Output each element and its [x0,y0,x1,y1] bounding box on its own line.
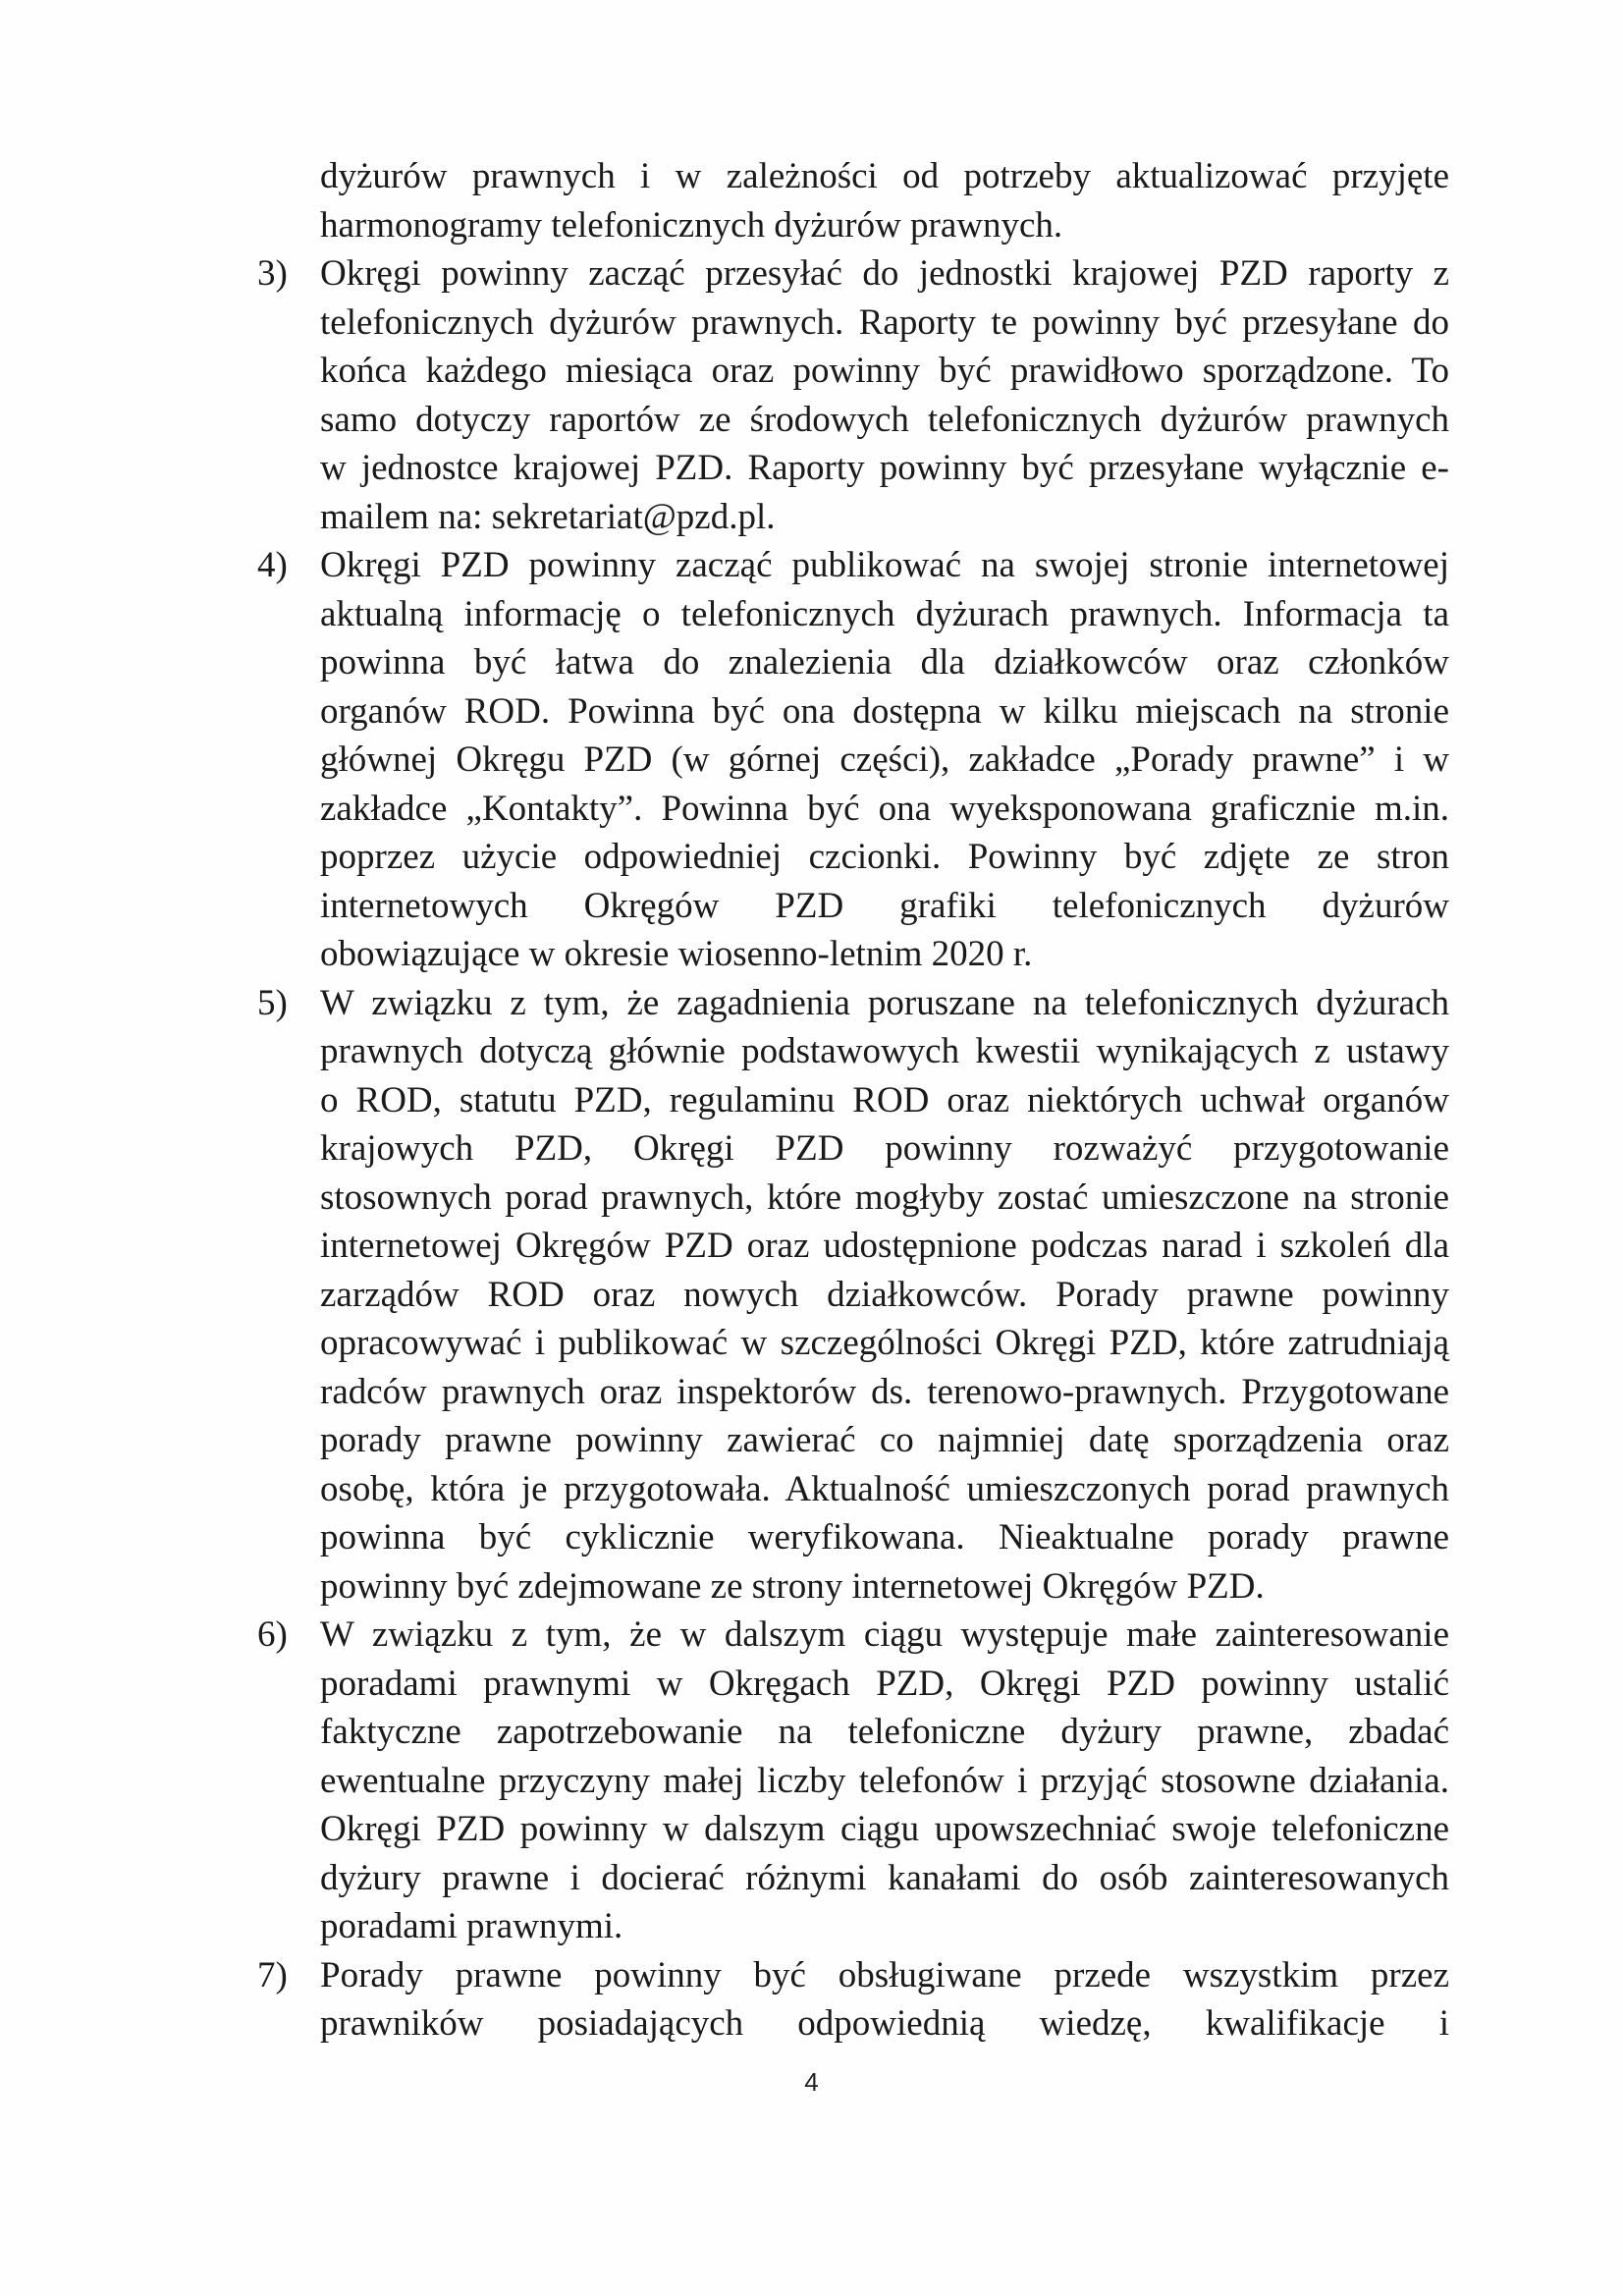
text-line: porady prawne powinny zawierać co najmniej datę sporządzenia oraz [320,1420,1449,1460]
list-number: 6) [257,1614,288,1655]
text-line: harmonogramy telefonicznych dyżurów prawnych. [320,204,1063,246]
list-item-5 [257,979,1449,1612]
text-line: powinny być zdejmowane ze strony internetowej Okręgów PZD. [320,1565,1265,1607]
text-line: stosownych porad prawnych, które mogłyby zostać umieszczone na stronie [320,1176,1449,1218]
text-line: poprzez użycie odpowiedniej czcionki. Powinny być zdjęte ze stron [320,837,1449,877]
text-line: powinna być łatwa do znalezienia dla działkowców oraz członków [320,642,1449,683]
page-number: 4 [804,2067,819,2097]
text-line: zarządów ROD oraz nowych działkowców. Porady prawne powinny [320,1274,1449,1315]
text-line: dyżury prawne i docierać różnymi kanałami do osób zainteresowanych [320,1857,1449,1898]
text-line: Okręgi PZD powinny w dalszym ciągu upowszechniać swoje telefoniczne [320,1809,1449,1849]
text-line: internetowej Okręgów PZD oraz udostępnione podczas narad i szkoleń dla [320,1226,1449,1266]
text-line: faktyczne zapotrzebowanie na telefoniczne dyżury prawne, zbadać [320,1712,1449,1752]
text-line: krajowych PZD, Okręgi PZD powinny rozważyć przygotowanie [320,1128,1449,1169]
list-item-6 [257,1611,1449,1951]
continuation-paragraph [320,152,1449,249]
text-line: prawników posiadających odpowiednią wiedzę, kwalifikacje i [320,2003,1449,2044]
text-line: Okręgi powinny zacząć przesyłać do jednostki krajowej PZD raporty z [320,253,1449,294]
text-line: W związku z tym, że zagadnienia poruszane na telefonicznych dyżurach [320,982,1449,1023]
text-line: w jednostce krajowej PZD. Raporty powinny być przesyłane wyłącznie e- [320,448,1449,488]
list-item-7 [257,1951,1449,2049]
list-item-3 [257,249,1449,541]
text-line: opracowywać i publikować w szczególności Okręgi PZD, które zatrudniają [320,1323,1449,1363]
list-item-4 [257,541,1449,979]
text-line: osobę, która je przygotowała. Aktualność umieszczonych porad prawnych [320,1468,1449,1509]
text-line: końca każdego miesiąca oraz powinny być prawidłowo sporządzone. To [320,351,1449,391]
text-line: dyżurów prawnych i w zależności od potrzeby aktualizować przyjęte [320,156,1449,196]
text-line: organów ROD. Powinna być ona dostępna w kilku miejscach na stronie [320,690,1449,732]
list-number: 4) [257,545,288,585]
text-line: prawnych dotyczą głównie podstawowych kwestii wynikających z ustawy [320,1031,1449,1071]
text-line: aktualną informację o telefonicznych dyżurach prawnych. Informacja ta [320,593,1449,634]
text-line: radców prawnych oraz inspektorów ds. terenowo-prawnych. Przygotowane [320,1371,1449,1412]
text-line: ewentualne przyczyny małej liczby telefonów i przyjąć stosowne działania. [320,1760,1449,1801]
text-line: mailem na: sekretariat@pzd.pl. [320,496,776,537]
document-body [257,152,1449,2049]
list-number: 7) [257,1954,288,1995]
text-line: poradami prawnymi. [320,1906,623,1946]
text-line: powinna być cyklicznie weryfikowana. Nieaktualne porady prawne [320,1517,1449,1558]
list-number: 3) [257,253,288,294]
text-line: Okręgi PZD powinny zacząć publikować na swojej stronie internetowej [320,545,1449,585]
text-line: obowiązujące w okresie wiosenno-letnim 2020 r. [320,934,1033,974]
text-line: samo dotyczy raportów ze środowych telefonicznych dyżurów prawnych [320,399,1449,440]
text-line: głównej Okręgu PZD (w górnej części), zakładce „Porady prawne” i w [320,739,1449,780]
list-number: 5) [257,982,288,1023]
text-line: Porady prawne powinny być obsługiwane przede wszystkim przez [320,1954,1449,1995]
text-line: internetowych Okręgów PZD grafiki telefonicznych dyżurów [320,885,1449,926]
text-line: telefonicznych dyżurów prawnych. Raporty te powinny być przesyłane do [320,301,1449,343]
text-line: zakładce „Kontakty”. Powinna być ona wyeksponowana graficznie m.in. [320,788,1449,829]
text-line: o ROD, statutu PZD, regulaminu ROD oraz niektórych uchwał organów [320,1079,1449,1121]
text-line: W związku z tym, że w dalszym ciągu występuje małe zainteresowanie [320,1614,1449,1655]
text-line: poradami prawnymi w Okręgach PZD, Okręgi PZD powinny ustalić [320,1663,1449,1704]
